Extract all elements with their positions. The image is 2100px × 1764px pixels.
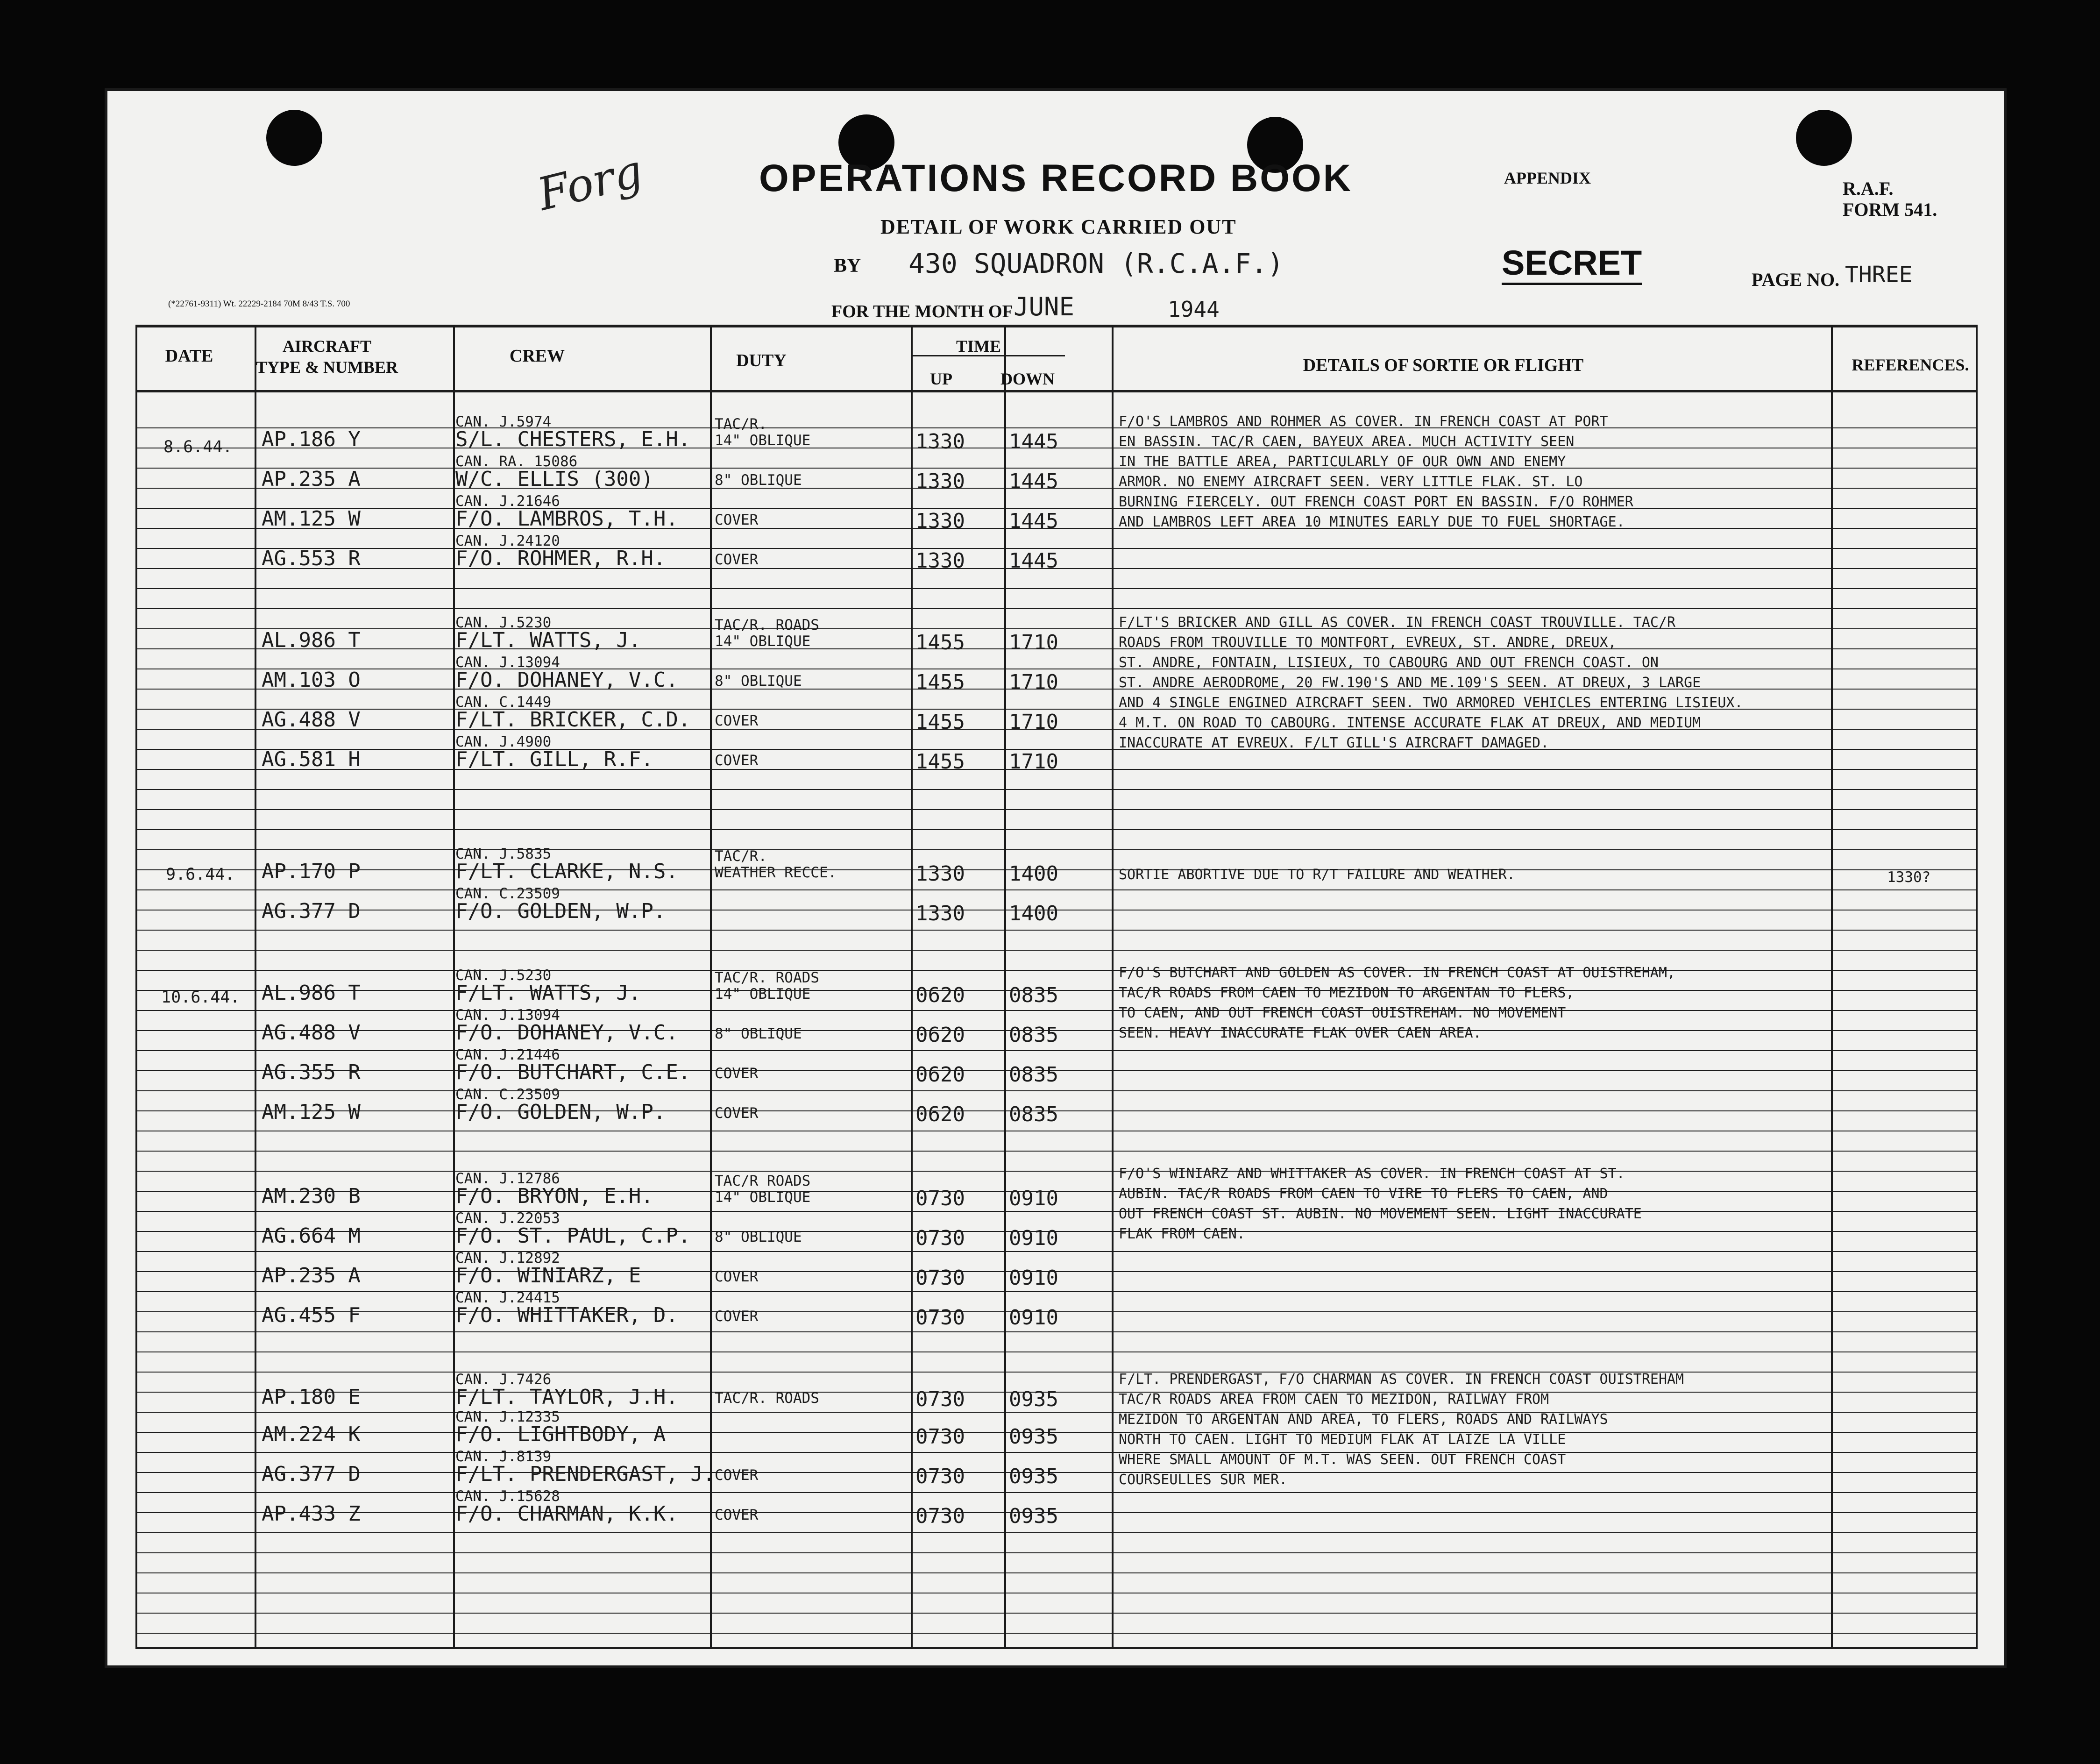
crew-name: S/L. CHESTERS, E.H. bbox=[455, 427, 691, 451]
time-up: 0620 bbox=[915, 1063, 965, 1087]
crew-name: F/LT. BRICKER, C.D. bbox=[455, 708, 691, 732]
rule-line bbox=[135, 1372, 1976, 1373]
details-line: SORTIE ABORTIVE DUE TO R/T FAILURE AND WEATHER. bbox=[1119, 867, 1515, 883]
rule-line bbox=[135, 789, 1976, 790]
time-up: 1455 bbox=[915, 710, 965, 734]
service-number: CAN. J.22053 bbox=[455, 1210, 560, 1227]
record-sheet bbox=[107, 91, 2004, 1665]
aircraft-number: AP.186 Y bbox=[262, 427, 361, 451]
time-down: 0935 bbox=[1009, 1465, 1058, 1488]
time-up: 1330 bbox=[915, 862, 965, 886]
time-down: 0835 bbox=[1009, 1023, 1058, 1047]
aircraft-number: AG.455 F bbox=[262, 1303, 361, 1327]
squadron-name: 430 SQUADRON (R.C.A.F.) bbox=[908, 248, 1284, 279]
time-down: 1400 bbox=[1009, 902, 1058, 925]
time-up: 1330 bbox=[915, 469, 965, 493]
aircraft-number: AG.488 V bbox=[262, 708, 361, 732]
service-number: CAN. C.1449 bbox=[455, 694, 552, 711]
details-line: WHERE SMALL AMOUNT OF M.T. WAS SEEN. OUT FRENCH COAST bbox=[1119, 1451, 1566, 1468]
time-up: 0730 bbox=[915, 1226, 965, 1250]
column-header-aircraft: AIRCRAFT bbox=[282, 337, 371, 356]
rule-line bbox=[255, 325, 256, 1649]
column-header-down: DOWN bbox=[1000, 370, 1055, 388]
duty-top: TAC/R. bbox=[715, 848, 767, 865]
time-down: 0835 bbox=[1009, 983, 1058, 1007]
time-down: 0910 bbox=[1009, 1226, 1058, 1250]
duty-value: 8" OBLIQUE bbox=[715, 673, 802, 690]
time-up: 0730 bbox=[915, 1425, 965, 1449]
time-down: 0835 bbox=[1009, 1102, 1058, 1126]
duty-value: 14" OBLIQUE bbox=[715, 633, 811, 650]
rule-line bbox=[135, 468, 1976, 469]
duty-value: 14" OBLIQUE bbox=[715, 986, 811, 1003]
duty-value: COVER bbox=[715, 551, 759, 568]
service-number: CAN. J.24415 bbox=[455, 1289, 560, 1306]
duty-value: 8" OBLIQUE bbox=[715, 1025, 802, 1042]
aircraft-number: AM.125 W bbox=[262, 507, 361, 531]
time-down: 1710 bbox=[1009, 750, 1058, 774]
crew-name: F/O. GOLDEN, W.P. bbox=[455, 899, 666, 923]
rule-line bbox=[135, 608, 1976, 609]
time-down: 0935 bbox=[1009, 1504, 1058, 1528]
punch-hole bbox=[266, 110, 322, 166]
print-reference: (*22761-9311) Wt. 22229-2184 70M 8/43 T.S. 700 bbox=[168, 299, 350, 309]
rule-line bbox=[135, 1171, 1976, 1172]
rule-line bbox=[135, 1251, 1976, 1252]
details-line: ST. ANDRE, FONTAIN, LISIEUX, TO CABOURG AND OUT FRENCH COAST. ON bbox=[1119, 654, 1659, 671]
time-up: 1330 bbox=[915, 509, 965, 533]
details-line: TAC/R ROADS AREA FROM CAEN TO MEZIDON, RAILWAY FROM bbox=[1119, 1391, 1549, 1408]
aircraft-number: AP.433 Z bbox=[262, 1502, 361, 1526]
service-number: CAN. C.23509 bbox=[455, 885, 560, 902]
form-number: FORM 541. bbox=[1843, 199, 1937, 220]
aircraft-number: AG.553 R bbox=[262, 547, 361, 570]
crew-name: W/C. ELLIS (300) bbox=[455, 467, 653, 491]
details-line: AUBIN. TAC/R ROADS FROM CAEN TO VIRE TO FLERS TO CAEN, AND bbox=[1119, 1186, 1608, 1202]
subtitle: DETAIL OF WORK CARRIED OUT bbox=[880, 215, 1237, 238]
crew-name: F/O. LAMBROS, T.H. bbox=[455, 507, 678, 531]
rule-line bbox=[135, 1412, 1976, 1413]
duty-value: WEATHER RECCE. bbox=[715, 864, 837, 881]
time-down: 1445 bbox=[1009, 430, 1058, 454]
page-number-value: THREE bbox=[1845, 262, 1913, 288]
duty-value: COVER bbox=[715, 1065, 759, 1082]
rule-line bbox=[135, 588, 1976, 589]
rule-line bbox=[135, 1492, 1976, 1493]
rule-line bbox=[710, 325, 712, 1649]
page-number-label: PAGE NO. bbox=[1752, 269, 1840, 290]
rule-line bbox=[1831, 325, 1833, 1649]
date-cell: 9.6.44. bbox=[166, 865, 235, 884]
details-line: TAC/R ROADS FROM CAEN TO MEZIDON TO ARGENTAN TO FLERS, bbox=[1119, 985, 1575, 1001]
rule-line bbox=[135, 1211, 1976, 1212]
rule-line bbox=[1004, 325, 1006, 1649]
duty-value: COVER bbox=[715, 1268, 759, 1285]
rule-line bbox=[135, 829, 1976, 830]
details-line: F/LT. PRENDERGAST, F/O CHARMAN AS COVER. IN FRENCH COAST OUISTREHAM bbox=[1119, 1371, 1684, 1387]
duty-value: COVER bbox=[715, 1467, 759, 1484]
service-number: CAN. J.12786 bbox=[455, 1170, 560, 1187]
time-up: 0620 bbox=[915, 1023, 965, 1047]
duty-top: TAC/R. ROADS bbox=[715, 617, 819, 633]
duty-value: 8" OBLIQUE bbox=[715, 1229, 802, 1245]
column-header-up: UP bbox=[930, 370, 952, 388]
crew-name: F/O. WINIARZ, E bbox=[455, 1264, 641, 1287]
time-up: 1330 bbox=[915, 430, 965, 454]
crew-name: F/O. LIGHTBODY, A bbox=[455, 1423, 666, 1446]
time-down: 0910 bbox=[1009, 1266, 1058, 1290]
time-up: 0620 bbox=[915, 1102, 965, 1126]
year-value: 1944 bbox=[1168, 297, 1220, 322]
date-cell: 8.6.44. bbox=[163, 438, 233, 456]
aircraft-number: AL.986 T bbox=[262, 628, 361, 652]
service-number: CAN. J.15628 bbox=[455, 1488, 560, 1505]
aircraft-number: AG.377 D bbox=[262, 1462, 361, 1486]
crew-name: F/O. DOHANEY, V.C. bbox=[455, 1021, 678, 1045]
time-down: 1445 bbox=[1009, 549, 1058, 573]
details-line: 4 M.T. ON ROAD TO CABOURG. INTENSE ACCURATE FLAK AT DREUX, AND MEDIUM bbox=[1119, 715, 1701, 731]
time-down: 0910 bbox=[1009, 1187, 1058, 1210]
rule-line bbox=[135, 930, 1976, 931]
rule-line bbox=[135, 427, 1976, 428]
rule-line bbox=[135, 1633, 1976, 1634]
aircraft-number: AG.664 M bbox=[262, 1224, 361, 1248]
crew-name: F/O. CHARMAN, K.K. bbox=[455, 1502, 678, 1526]
service-number: CAN. J.5230 bbox=[455, 967, 552, 984]
aircraft-number: AG.377 D bbox=[262, 899, 361, 923]
details-line: FLAK FROM CAEN. bbox=[1119, 1226, 1245, 1242]
service-number: CAN. C.23509 bbox=[455, 1086, 560, 1103]
duty-value: COVER bbox=[715, 752, 759, 769]
time-up: 1455 bbox=[915, 670, 965, 694]
service-number: CAN. J.8139 bbox=[455, 1448, 552, 1465]
crew-name: F/O. ST. PAUL, C.P. bbox=[455, 1224, 691, 1248]
aircraft-number: AG.488 V bbox=[262, 1021, 361, 1045]
service-number: CAN. J.5974 bbox=[455, 413, 552, 430]
column-header-time: TIME bbox=[956, 337, 1001, 356]
duty-value: COVER bbox=[715, 1507, 759, 1523]
duty-value: TAC/R. ROADS bbox=[715, 1390, 819, 1407]
details-line: F/O'S WINIARZ AND WHITTAKER AS COVER. IN FRENCH COAST AT ST. bbox=[1119, 1166, 1625, 1182]
column-header-date: DATE bbox=[165, 346, 213, 366]
details-line: ST. ANDRE AERODROME, 20 FW.190'S AND ME.109'S SEEN. AT DREUX, 3 LARGE bbox=[1119, 675, 1701, 691]
rule-line bbox=[135, 809, 1976, 810]
aircraft-number: AM.125 W bbox=[262, 1100, 361, 1124]
service-number: CAN. J.4900 bbox=[455, 733, 552, 750]
details-line: MEZIDON TO ARGENTAN AND AREA, TO FLERS, ROADS AND RAILWAYS bbox=[1119, 1411, 1608, 1428]
service-number: CAN. J.5835 bbox=[455, 846, 552, 862]
crew-name: F/LT. PRENDERGAST, J. bbox=[455, 1462, 716, 1486]
time-up: 0730 bbox=[915, 1187, 965, 1210]
date-cell: 10.6.44. bbox=[161, 988, 240, 1007]
details-line: INACCURATE AT EVREUX. F/LT GILL'S AIRCRAFT DAMAGED. bbox=[1119, 735, 1549, 751]
crew-name: F/O. ROHMER, R.H. bbox=[455, 547, 666, 570]
time-up: 1330 bbox=[915, 902, 965, 925]
service-number: CAN. J.12335 bbox=[455, 1408, 560, 1425]
rule-line bbox=[135, 508, 1976, 509]
time-down: 0910 bbox=[1009, 1306, 1058, 1330]
crew-name: F/O. BUTCHART, C.E. bbox=[455, 1060, 691, 1084]
service-number: CAN. J.5230 bbox=[455, 614, 552, 631]
rule-line bbox=[135, 1090, 1976, 1091]
details-line: AND LAMBROS LEFT AREA 10 MINUTES EARLY DUE TO FUEL SHORTAGE. bbox=[1119, 514, 1625, 530]
time-up: 1455 bbox=[915, 750, 965, 774]
rule-line bbox=[135, 1291, 1976, 1292]
time-down: 1445 bbox=[1009, 509, 1058, 533]
details-line: COURSEULLES SUR MER. bbox=[1119, 1472, 1288, 1488]
details-line: ROADS FROM TROUVILLE TO MONTFORT, EVREUX, ST. ANDRE, DREUX, bbox=[1119, 634, 1617, 651]
aircraft-number: AM.103 O bbox=[262, 668, 361, 692]
aircraft-number: AP.235 A bbox=[262, 1264, 361, 1287]
duty-value: COVER bbox=[715, 1308, 759, 1325]
duty-value: 14" OBLIQUE bbox=[715, 1189, 811, 1206]
details-line: IN THE BATTLE AREA, PARTICULARLY OF OUR OWN AND ENEMY bbox=[1119, 454, 1566, 470]
service-number: CAN. J.13094 bbox=[455, 1007, 560, 1024]
aircraft-number: AG.581 H bbox=[262, 747, 361, 771]
handwritten-scribble: Forg bbox=[532, 144, 648, 221]
rule-line bbox=[135, 1452, 1976, 1453]
reference-note: 1330? bbox=[1887, 869, 1931, 886]
rule-line bbox=[135, 325, 137, 1649]
rule-line bbox=[135, 390, 1976, 392]
time-down: 0935 bbox=[1009, 1387, 1058, 1411]
rule-line bbox=[135, 849, 1976, 850]
column-header-references: REFERENCES. bbox=[1852, 356, 1969, 374]
crew-name: F/LT. WATTS, J. bbox=[455, 981, 641, 1005]
service-number: CAN. RA. 15086 bbox=[455, 453, 578, 470]
time-up: 1455 bbox=[915, 631, 965, 654]
crew-name: F/O. GOLDEN, W.P. bbox=[455, 1100, 666, 1124]
time-down: 1710 bbox=[1009, 670, 1058, 694]
details-line: AND 4 SINGLE ENGINED AIRCRAFT SEEN. TWO ARMORED VEHICLES ENTERING LISIEUX. bbox=[1119, 695, 1743, 711]
details-line: F/O'S LAMBROS AND ROHMER AS COVER. IN FRENCH COAST AT PORT bbox=[1119, 413, 1608, 430]
details-line: NORTH TO CAEN. LIGHT TO MEDIUM FLAK AT LAIZE LA VILLE bbox=[1119, 1431, 1566, 1448]
details-line: TO CAEN, AND OUT FRENCH COAST OUISTREHAM. NO MOVEMENT bbox=[1119, 1005, 1566, 1021]
column-header-duty: DUTY bbox=[736, 351, 787, 370]
rule-line bbox=[1112, 325, 1114, 1649]
duty-top: TAC/R ROADS bbox=[715, 1173, 811, 1189]
rule-line bbox=[135, 1572, 1976, 1573]
details-line: SEEN. HEAVY INACCURATE FLAK OVER CAEN AREA. bbox=[1119, 1025, 1482, 1041]
time-up: 0730 bbox=[915, 1266, 965, 1290]
rule-line bbox=[135, 950, 1976, 951]
time-down: 1710 bbox=[1009, 631, 1058, 654]
rule-line bbox=[135, 1613, 1976, 1614]
time-up: 0730 bbox=[915, 1465, 965, 1488]
duty-value: COVER bbox=[715, 1105, 759, 1122]
time-up: 0620 bbox=[915, 983, 965, 1007]
crew-name: F/LT. TAYLOR, J.H. bbox=[455, 1385, 678, 1409]
rule-line bbox=[911, 325, 913, 1649]
aircraft-number: AP.170 P bbox=[262, 860, 361, 883]
rule-line bbox=[135, 889, 1976, 890]
rule-line bbox=[135, 1532, 1976, 1533]
rule-line bbox=[135, 1351, 1976, 1352]
aircraft-number: AM.230 B bbox=[262, 1184, 361, 1208]
rule-line bbox=[453, 325, 455, 1649]
rule-line bbox=[135, 1050, 1976, 1051]
crew-name: F/LT. GILL, R.F. bbox=[455, 747, 653, 771]
aircraft-number: AP.180 E bbox=[262, 1385, 361, 1409]
secret-stamp: SECRET bbox=[1502, 243, 1642, 285]
duty-value: 8" OBLIQUE bbox=[715, 472, 802, 489]
rule-line bbox=[135, 325, 1976, 327]
rule-line bbox=[135, 1552, 1976, 1553]
time-down: 1710 bbox=[1009, 710, 1058, 734]
time-up: 0730 bbox=[915, 1504, 965, 1528]
service-number: CAN. J.21446 bbox=[455, 1046, 560, 1063]
appendix-label: APPENDIX bbox=[1504, 169, 1591, 187]
time-down: 0835 bbox=[1009, 1063, 1058, 1087]
duty-top: TAC/R. ROADS bbox=[715, 969, 819, 986]
aircraft-number: AL.986 T bbox=[262, 981, 361, 1005]
aircraft-number: AP.235 A bbox=[262, 467, 361, 491]
column-header-details: DETAILS OF SORTIE OR FLIGHT bbox=[1303, 356, 1584, 375]
details-line: F/LT'S BRICKER AND GILL AS COVER. IN FRENCH COAST TROUVILLE. TAC/R bbox=[1119, 614, 1676, 631]
crew-name: F/LT. CLARKE, N.S. bbox=[455, 860, 678, 883]
service-number: CAN. J.12892 bbox=[455, 1250, 560, 1266]
duty-value: COVER bbox=[715, 512, 759, 528]
crew-name: F/O. WHITTAKER, D. bbox=[455, 1303, 678, 1327]
duty-top: TAC/R. bbox=[715, 416, 767, 433]
month-label: FOR THE MONTH OF bbox=[831, 302, 1013, 321]
service-number: CAN. J.13094 bbox=[455, 654, 560, 671]
time-up: 0730 bbox=[915, 1306, 965, 1330]
details-line: F/O'S BUTCHART AND GOLDEN AS COVER. IN FRENCH COAST AT OUISTREHAM, bbox=[1119, 965, 1676, 981]
raf-label: R.A.F. bbox=[1843, 178, 1894, 199]
service-number: CAN. J.21646 bbox=[455, 493, 560, 510]
details-line: EN BASSIN. TAC/R CAEN, BAYEUX AREA. MUCH ACTIVITY SEEN bbox=[1119, 434, 1575, 450]
rule-line bbox=[135, 970, 1976, 971]
rule-line bbox=[1976, 325, 1978, 1649]
aircraft-number: AM.224 K bbox=[262, 1423, 361, 1446]
time-up: 0730 bbox=[915, 1387, 965, 1411]
month-value: JUNE bbox=[1014, 292, 1075, 321]
page-title: OPERATIONS RECORD BOOK bbox=[759, 157, 1353, 199]
time-down: 1445 bbox=[1009, 469, 1058, 493]
rule-line bbox=[135, 1151, 1976, 1152]
duty-value: COVER bbox=[715, 712, 759, 729]
rule-line bbox=[135, 1010, 1976, 1011]
by-label: BY bbox=[834, 255, 861, 277]
crew-name: F/O. DOHANEY, V.C. bbox=[455, 668, 678, 692]
crew-name: F/LT. WATTS, J. bbox=[455, 628, 641, 652]
aircraft-number: AG.355 R bbox=[262, 1060, 361, 1084]
rule-line bbox=[135, 1647, 1976, 1649]
details-line: ARMOR. NO ENEMY AIRCRAFT SEEN. VERY LITTLE FLAK. ST. LO bbox=[1119, 474, 1583, 490]
rule-line bbox=[135, 628, 1976, 629]
column-header-aircraft-type: TYPE & NUMBER bbox=[256, 358, 398, 377]
punch-hole bbox=[1796, 110, 1852, 166]
crew-name: F/O. BRYON, E.H. bbox=[455, 1184, 653, 1208]
column-header-crew: CREW bbox=[509, 346, 565, 366]
duty-value: 14" OBLIQUE bbox=[715, 432, 811, 449]
time-down: 1400 bbox=[1009, 862, 1058, 886]
service-number: CAN. J.24120 bbox=[455, 533, 560, 549]
time-down: 0935 bbox=[1009, 1425, 1058, 1449]
time-up: 1330 bbox=[915, 549, 965, 573]
details-line: BURNING FIERCELY. OUT FRENCH COAST PORT EN BASSIN. F/O ROHMER bbox=[1119, 494, 1633, 510]
details-line: OUT FRENCH COAST ST. AUBIN. NO MOVEMENT SEEN. LIGHT INACCURATE bbox=[1119, 1206, 1642, 1222]
service-number: CAN. J.7426 bbox=[455, 1371, 552, 1388]
rule-line bbox=[135, 1331, 1976, 1332]
